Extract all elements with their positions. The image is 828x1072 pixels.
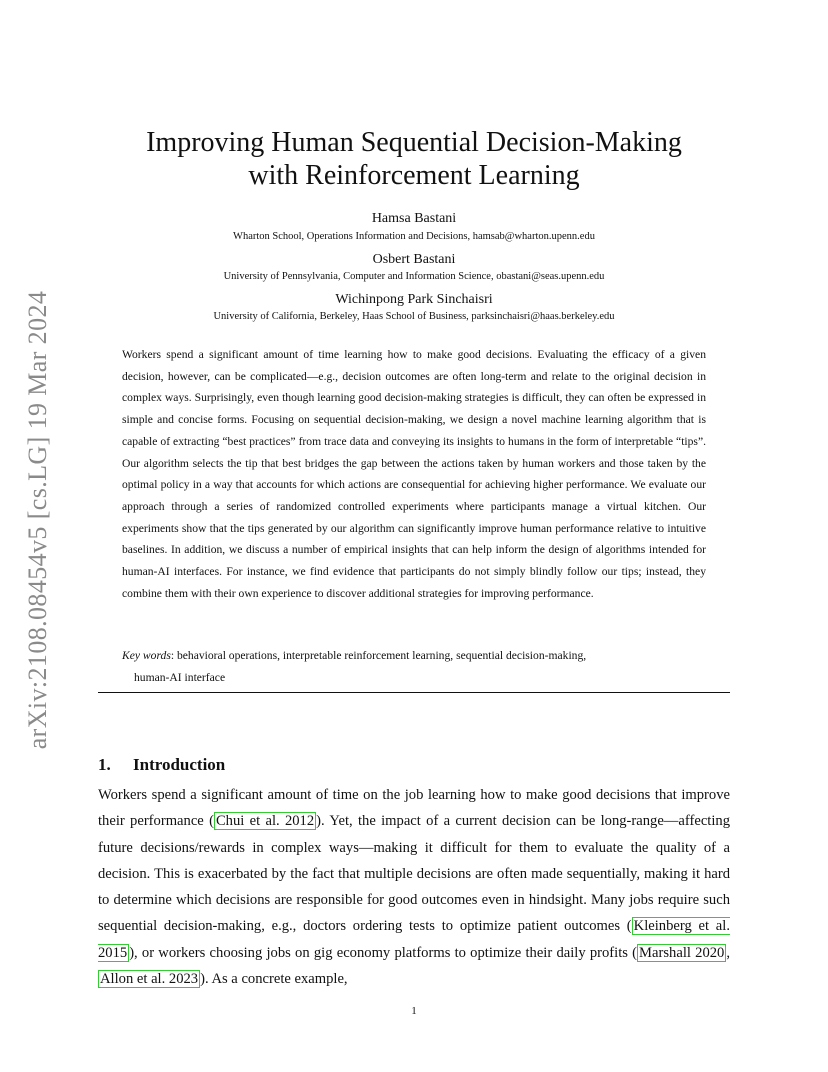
abstract-divider xyxy=(98,692,730,693)
author-affiliation: Wharton School, Operations Information and Decisions, hamsab@wharton.upenn.edu xyxy=(233,231,595,242)
author-name: Osbert Bastani xyxy=(372,252,456,267)
keywords-line-1: behavioral operations, interpretable reinforcement learning, sequential decision-making, xyxy=(176,649,587,662)
citation-link[interactable]: Allon et al. 2023 xyxy=(100,971,199,988)
author-affiliation: University of California, Berkeley, Haas School of Business, parksinchaisri@haas.berkeley.edu xyxy=(213,311,615,322)
paper-title xyxy=(100,126,728,192)
keywords-line-2: human-AI interface xyxy=(134,671,226,684)
section-number: 1. xyxy=(98,755,111,774)
intro-text: ). As a concrete example, xyxy=(200,971,348,988)
intro-text: , xyxy=(726,944,730,961)
author-name: Wichinpong Park Sinchaisri xyxy=(335,292,493,307)
author-affiliation: University of Pennsylvania, Computer and Information Science, obastani@seas.upenn.edu xyxy=(223,271,605,282)
author-name: Hamsa Bastani xyxy=(371,211,457,226)
citation-link[interactable]: Marshall 2020 xyxy=(639,944,725,961)
introduction-paragraph xyxy=(98,782,730,992)
keywords-colon: : xyxy=(170,649,175,662)
citation-link[interactable]: Kleinberg et al. 2015 xyxy=(98,918,730,961)
keywords xyxy=(122,645,706,689)
title-line-1: Improving Human Sequential Decision-Making xyxy=(146,127,682,158)
title-line-2: with Reinforcement Learning xyxy=(248,160,580,191)
arxiv-identifier-stamp: arXiv:2108.08454v5 [cs.LG] 19 Mar 2024 xyxy=(23,290,52,750)
keywords-label: Key words xyxy=(122,649,171,662)
intro-text: ). Yet, the impact of a current decision can be long-range—affecting future decisions/rewards in complex ways—making it difficult for them to evaluate the quality of a decision. This is exacerbated by the fact that multiple decisions are often made sequentially, making it hard to determine which decisions are responsible for good outcomes even in hindsight. Many jobs require such sequential decision-making, e.g., doctors ordering tests to optimize patient outcomes ( xyxy=(98,813,730,935)
section-heading xyxy=(98,755,225,775)
section-title: Introduction xyxy=(133,755,226,774)
citation-link[interactable]: Chui et al. 2012 xyxy=(215,813,315,830)
intro-text: Workers spend a significant amount of time on the job learning how to make good decisions that improve their performance ( xyxy=(98,787,730,830)
page-number: 1 xyxy=(411,1005,417,1017)
intro-text: ), or workers choosing jobs on gig economy platforms to optimize their daily profits ( xyxy=(129,944,638,961)
abstract: Workers spend a significant amount of time learning how to make good decisions. Evaluating the efficacy of a given decision, however, can be complicated—e.g., decision outcomes are often long-term and relate to the original decision in complex ways. Surprisingly, even though learning good decision-making strategies is difficult, they can often be expressed in simple and concise forms. Focusing on sequential decision-making, we design a novel machine learning algorithm that is capable of extracting “best practices” from trace data and conveying its insights to humans in the form of interpretable “tips”. Our algorithm selects the tip that best bridges the gap between the actions taken by human workers and those taken by the optimal policy in a way that accounts for which actions are consequential for achieving higher performance. We evaluate our approach through a series of randomized controlled experiments where participants manage a virtual kitchen. Our experiments show that the tips generated by our algorithm can significantly improve human performance relative to intuitive baselines. In addition, we discuss a number of empirical insights that can help inform the design of algorithms intended for human-AI interfaces. For instance, we find evidence that participants do not simply blindly follow our tips; instead, they combine them with their own experience to discover additional strategies for improving performance. xyxy=(122,348,706,600)
